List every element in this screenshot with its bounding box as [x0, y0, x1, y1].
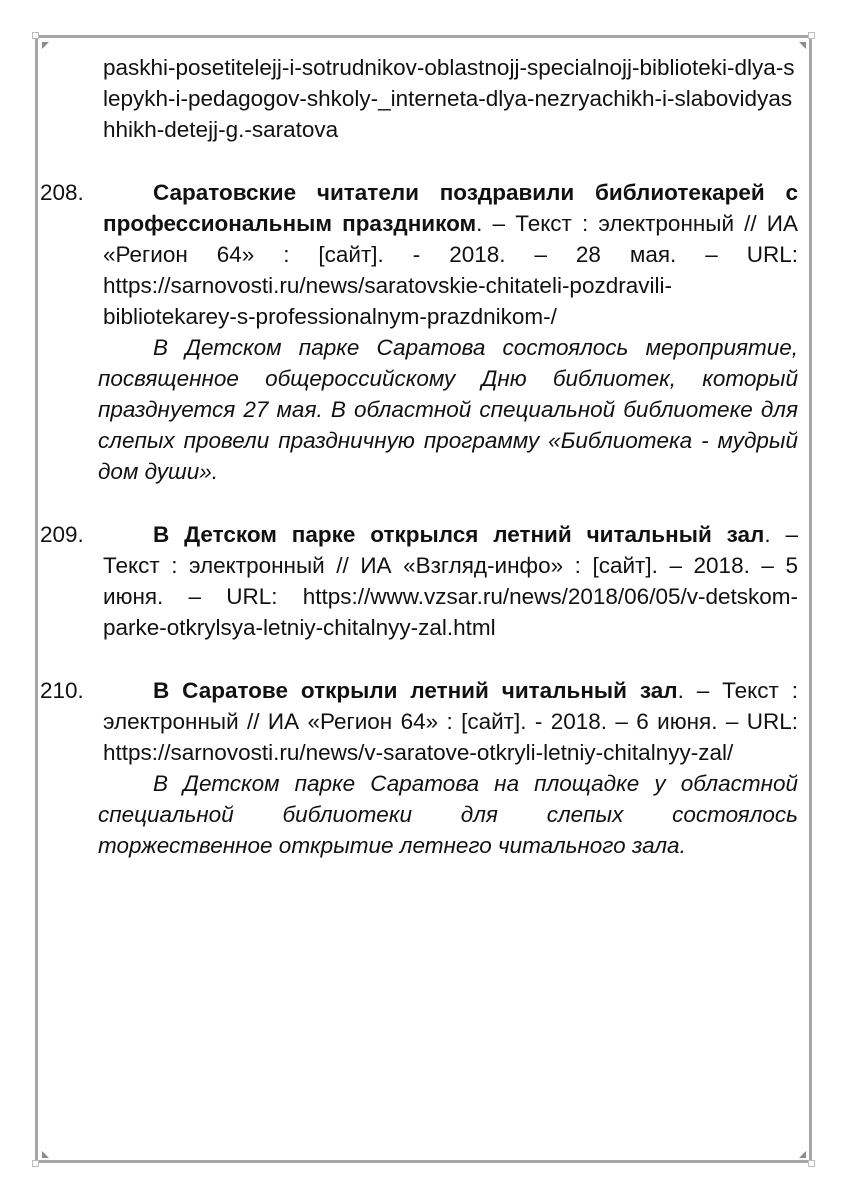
entry-title: В Детском парке открылся летний читальный зал — [153, 522, 765, 547]
bibliography-content — [40, 52, 798, 861]
entry-title: В Саратове открыли летний читальный зал — [153, 678, 678, 703]
entry-description: . – Текст : электронный // ИА «Взгляд-инфо» : [сайт]. – 2018. – 5 июня. – URL: https://www.vzsar.ru/news/2018/06/05/v-detskom-parke-otkrylsya-letniy-chitalnyy-zal.html — [103, 522, 798, 640]
entry-citation — [40, 675, 798, 768]
entry-annotation-text: В Детском парке Саратова состоялось мероприятие, посвященное общероссийскому Дню библиотек, который празднуется 27 мая. В областной специальной библиотеке для слепых провели праздничную программу «Библиотека - мудрый дом души». — [98, 335, 798, 484]
entry-title: Саратовские читатели поздравили библиотекарей с профессиональным праздником — [103, 180, 798, 236]
continued-url-text: paskhi-posetitelejj-i-sotrudnikov-oblastnojj-specialnojj-biblioteki-dlya-slepykh-i-pedagogov-shkoly-_interneta-dlya-nezryachikh-i-slabovidyashhikh-detejj-g.-saratova — [103, 55, 795, 142]
entry-description: . – Текст : электронный // ИА «Регион 64» : [сайт]. - 2018. – 6 июня. – URL: https://sarnovosti.ru/news/v-saratove-otkryli-letniy-chitalnyy-zal/ — [103, 678, 798, 765]
entry-description: . – Текст : электронный // ИА «Регион 64» : [сайт]. - 2018. – 28 мая. – URL: https://sarnovosti.ru/news/saratovskie-chitateli-pozdravili-bibliotekarey-s-professionalnym-prazdnikom-/ — [103, 211, 798, 329]
corner-triangle-bottom-left — [42, 1151, 49, 1158]
corner-triangle-top-left — [42, 42, 49, 49]
corner-square-bottom-right — [808, 1160, 815, 1167]
entry-annotation — [40, 332, 798, 487]
entry-citation — [40, 519, 798, 643]
entry-annotation — [40, 768, 798, 861]
bibliography-entry-208 — [40, 177, 798, 487]
entry-number: 209. — [40, 522, 84, 547]
corner-triangle-bottom-right — [799, 1151, 806, 1158]
entry-citation — [40, 177, 798, 332]
corner-triangle-top-right — [799, 42, 806, 49]
corner-square-bottom-left — [32, 1160, 39, 1167]
bibliography-entry-210 — [40, 675, 798, 861]
entry-annotation-text: В Детском парке Саратова на площадке у областной специальной библиотеки для слепых состоялось торжественное открытие летнего читального зала. — [98, 771, 798, 858]
corner-square-top-right — [808, 32, 815, 39]
corner-square-top-left — [32, 32, 39, 39]
entry-number: 210. — [40, 678, 84, 703]
entry-number: 208. — [40, 180, 84, 205]
bibliography-entry-209 — [40, 519, 798, 643]
